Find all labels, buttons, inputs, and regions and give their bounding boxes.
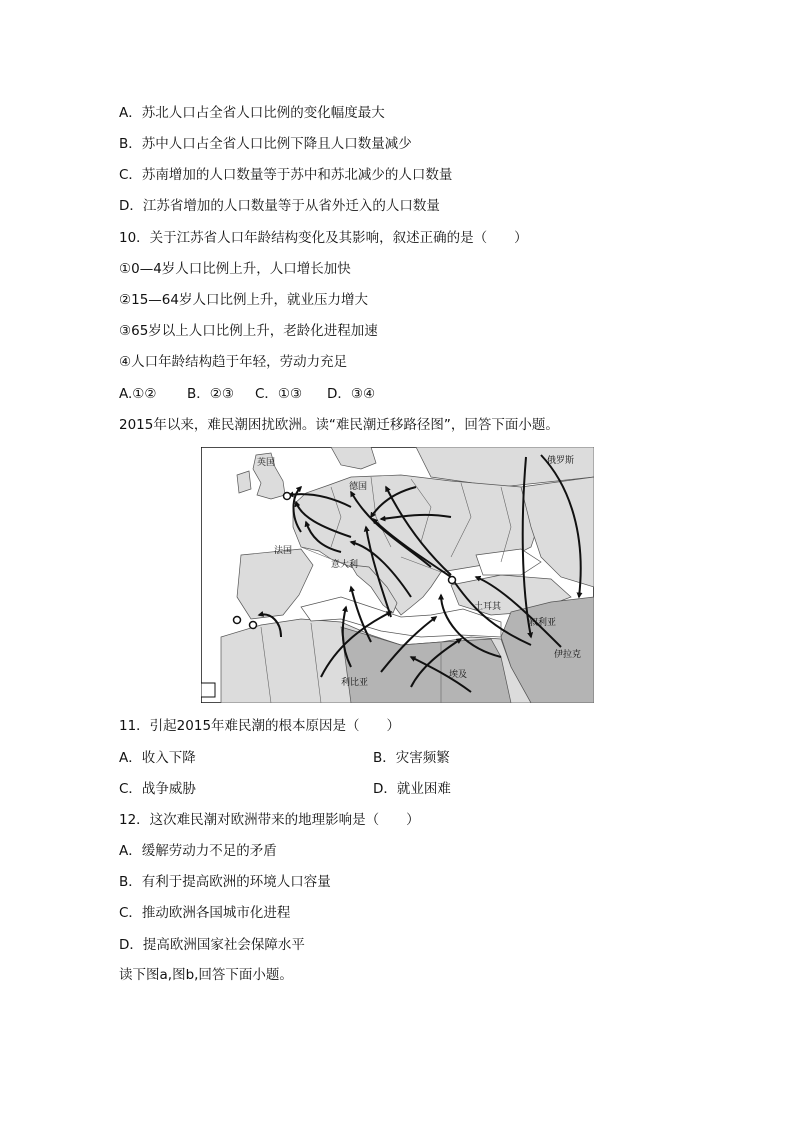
q12-stem: 12．这次难民潮对欧洲带来的地理影响是（ ） <box>119 812 420 828</box>
q10-item-2: ②15—64岁人口比例上升，就业压力增大 <box>119 292 368 308</box>
q10-item-4: ④人口年龄结构趋于年轻，劳动力充足 <box>119 354 348 370</box>
map-label-libya: 利比亚 <box>341 678 369 688</box>
q12-option-d: D．提高欧洲国家社会保障水平 <box>119 937 305 953</box>
q10-item-1: ①0—4岁人口比例上升，人口增长加快 <box>119 261 351 277</box>
q9-option-d: D．江苏省增加的人口数量等于从省外迁入的人口数量 <box>119 198 440 214</box>
transit-point <box>234 617 241 624</box>
q9-option-a: A．苏北人口占全省人口比例的变化幅度最大 <box>119 105 385 121</box>
map-label-russia: 俄罗斯 <box>547 456 575 466</box>
q10-options <box>119 385 375 403</box>
q11-stem: 11．引起2015年难民潮的根本原因是（ ） <box>119 718 401 734</box>
q11-option-d: D．就业困难 <box>373 781 451 797</box>
transit-point <box>449 577 456 584</box>
map-label-italy: 意大利 <box>331 560 359 570</box>
map-label-uk: 英国 <box>257 458 276 468</box>
map-corner-box <box>201 683 215 697</box>
q10-option-b: B．②③ <box>187 386 234 402</box>
map-label-syria: 叙利亚 <box>529 618 557 628</box>
q12-option-c: C．推动欧洲各国城市化进程 <box>119 905 291 921</box>
q11-option-c: C．战争威胁 <box>119 781 196 797</box>
map-label-iraq: 伊拉克 <box>554 650 582 660</box>
map-label-egypt: 埃及 <box>449 670 468 680</box>
q10-stem: 10．关于江苏省人口年龄结构变化及其影响，叙述正确的是（ ） <box>119 230 528 246</box>
map-label-france: 法国 <box>274 546 293 556</box>
refugee-route-map <box>201 447 594 703</box>
transit-point <box>284 493 291 500</box>
map-intro: 2015年以来，难民潮困扰欧洲。读“难民潮迁移路径图”，回答下面小题。 <box>119 417 559 433</box>
q9-option-c: C．苏南增加的人口数量等于苏中和苏北减少的人口数量 <box>119 167 453 183</box>
map-label-germany: 德国 <box>349 482 368 492</box>
transit-point <box>250 622 257 629</box>
q9-option-b: B．苏中人口占全省人口比例下降且人口数量减少 <box>119 136 412 152</box>
q12-option-b: B．有利于提高欧洲的环境人口容量 <box>119 874 331 890</box>
q11-option-a: A．收入下降 <box>119 750 196 766</box>
q10-option-a: A.①② <box>119 386 157 402</box>
q10-option-d: D．③④ <box>327 386 376 402</box>
map-label-turkey: 土耳其 <box>474 602 502 612</box>
q12-option-a: A．缓解劳动力不足的矛盾 <box>119 843 277 859</box>
q10-option-c: C．①③ <box>255 386 303 402</box>
figure-intro: 读下图a,图b,回答下面小题。 <box>119 967 293 983</box>
q11-option-b: B．灾害频繁 <box>373 750 450 766</box>
q10-item-3: ③65岁以上人口比例上升，老龄化进程加速 <box>119 323 378 339</box>
